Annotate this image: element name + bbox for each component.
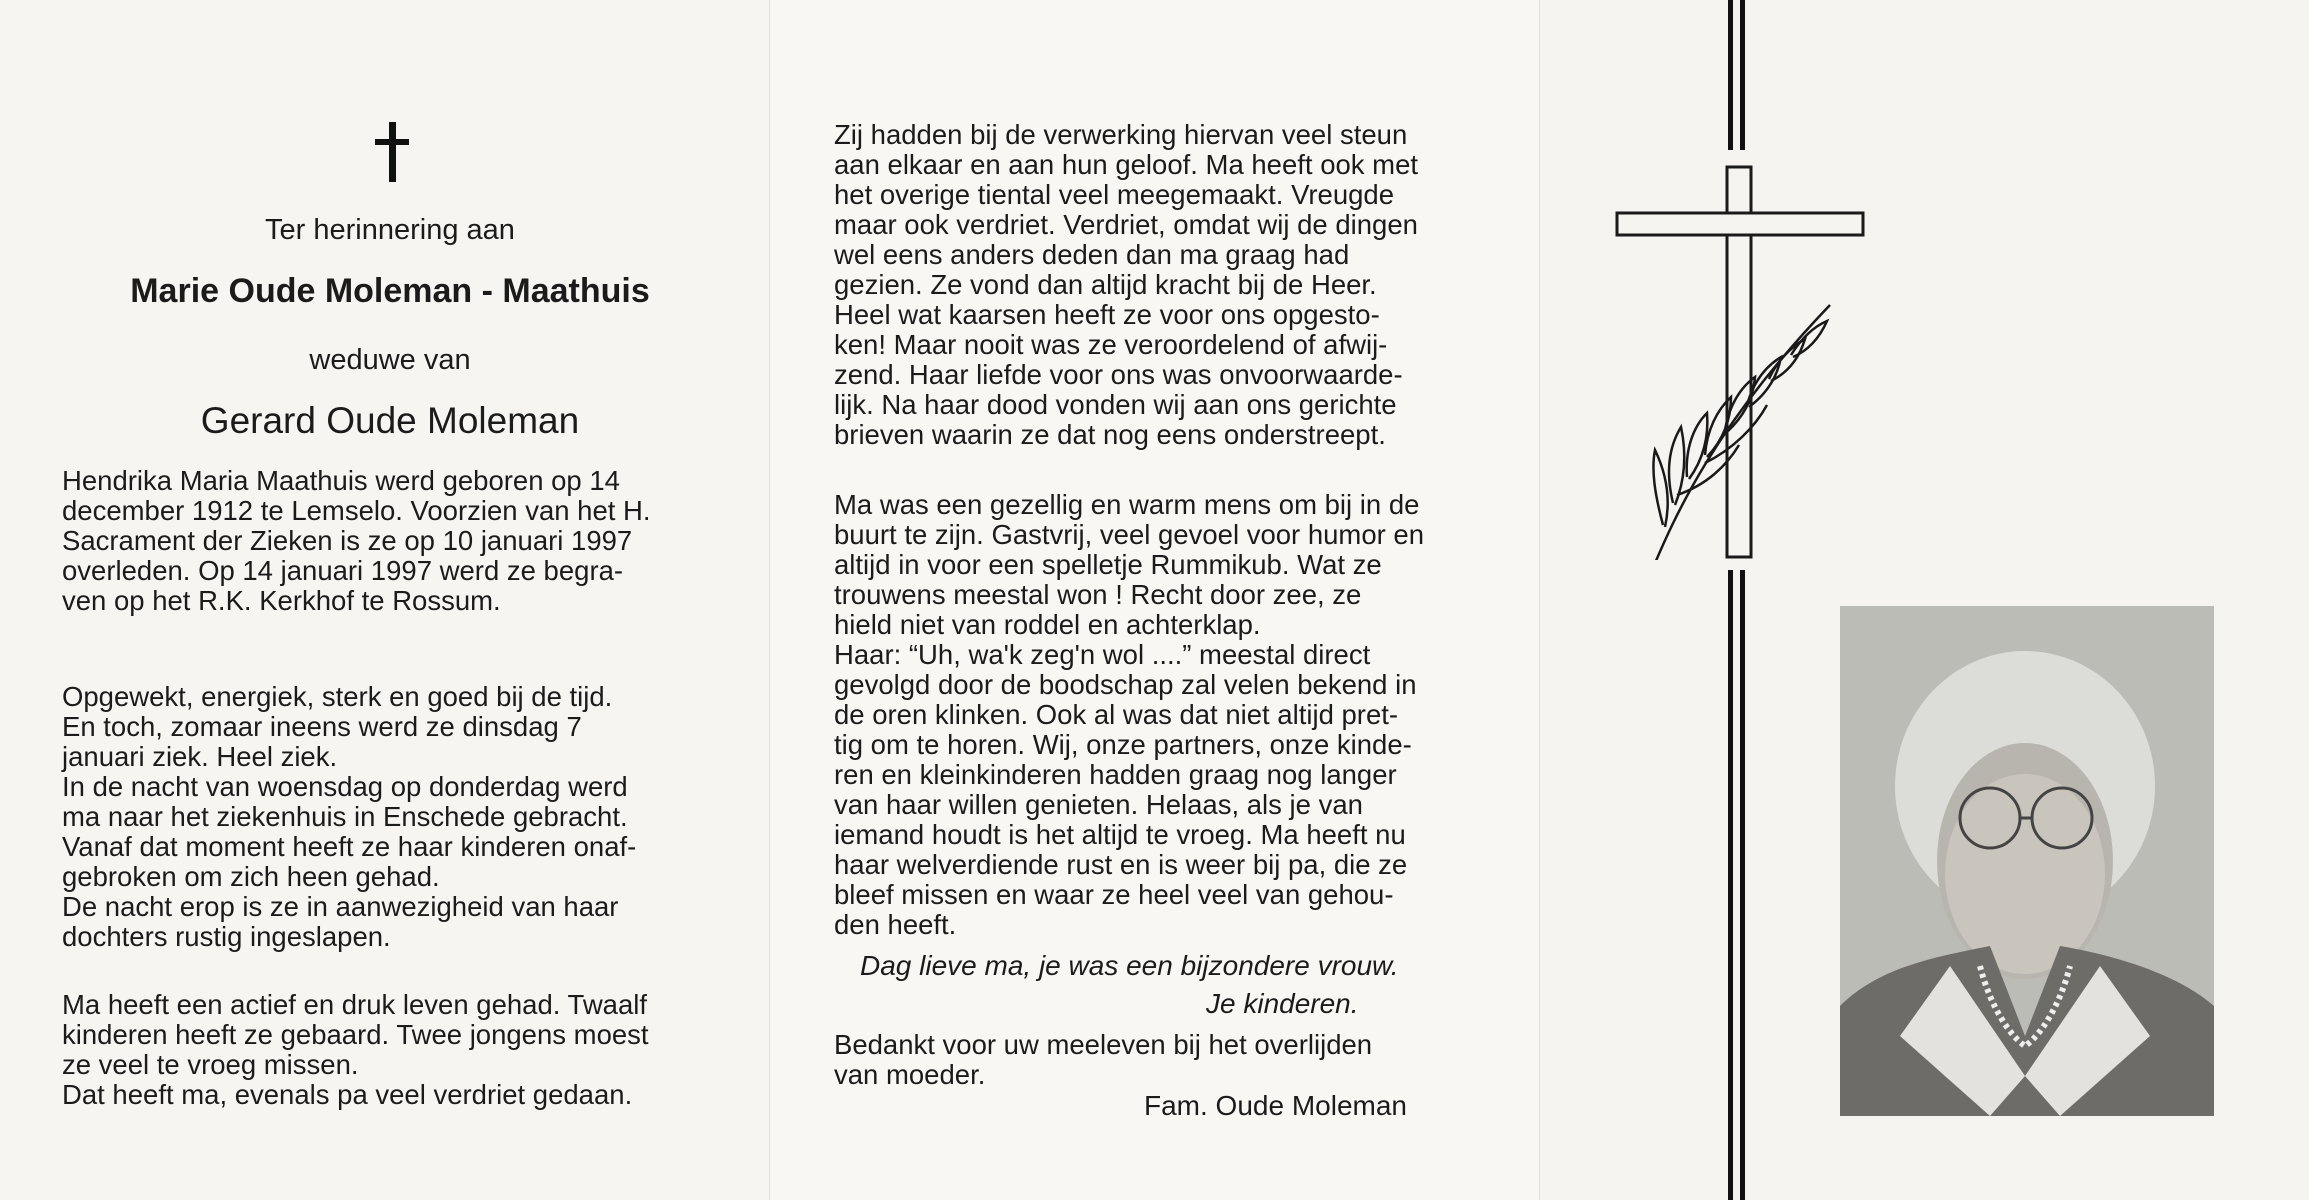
text-line: buurt te zijn. Gastvrij, veel gevoel voor humor en [834,519,1425,550]
support-paragraph [834,120,1489,450]
life-paragraph [62,990,717,1110]
deceased-name: Marie Oude Moleman - Maathuis [130,272,650,310]
text-line: De nacht erop is ze in aanwezigheid van haar [62,891,619,922]
border-bar [1728,570,1733,1200]
farewell-line: Dag lieve ma, je was een bijzondere vrouw. [860,950,1399,981]
text-line: haar welverdiende rust en is weer bij pa, die ze [834,849,1408,880]
text-line: dochters rustig ingeslapen. [62,921,391,952]
text-line: Ma was een gezellig en warm mens om bij in de [834,489,1420,520]
text-line: gevolgd door de boodschap zal velen bekend in [834,669,1417,700]
text-line: gebroken om zich heen gehad. [62,861,440,892]
cross-icon [375,122,409,182]
cross-with-palm-icon [1615,165,1865,560]
text-line: van haar willen genieten. Helaas, als je van [834,789,1363,820]
text-line: hield niet van roddel en achterklap. [834,609,1261,640]
text-line: de oren klinken. Ook al was dat niet altijd pret- [834,699,1399,730]
text-line: Ma heeft een actief en druk leven gehad. Twaalf [62,989,648,1020]
text-line: En toch, zomaar ineens werd ze dinsdag 7 [62,711,582,742]
text-line: trouwens meestal won ! Recht door zee, ze [834,579,1362,610]
intro-line: Ter herinnering aan [265,214,515,246]
text-line: Sacrament der Zieken is ze op 10 januari 1997 [62,525,633,556]
text-line: december 1912 te Lemselo. Voorzien van het H. [62,495,651,526]
text-line: Opgewekt, energiek, sterk en goed bij de tijd. [62,681,613,712]
text-line: Haar: “Uh, wa'k zeg'n wol ....” meestal direct [834,639,1371,670]
text-line: brieven waarin ze dat nog eens onderstreept. [834,419,1386,450]
text-line: aan elkaar en aan hun geloof. Ma heeft ook met [834,149,1419,180]
text-line: In de nacht van woensdag op donderdag werd [62,771,628,802]
text-line: kinderen heeft ze gebaard. Twee jongens moest [62,1019,649,1050]
text-line: Heel wat kaarsen heeft ze voor ons opgesto- [834,299,1380,330]
text-line: altijd in voor een spelletje Rummikub. Wat ze [834,549,1382,580]
character-paragraph [834,490,1489,940]
text-line: Zij hadden bij de verwerking hiervan veel steun [834,119,1408,150]
text-line: ken! Maar nooit was ze veroordelend of afwij- [834,329,1388,360]
text-line: van moeder. [834,1059,986,1090]
text-line: Dat heeft ma, evenals pa veel verdriet gedaan. [62,1079,633,1110]
farewell-signature: Je kinderen. [1206,988,1359,1019]
text-line: Bedankt voor uw meeleven bij het overlijden [834,1029,1373,1060]
text-line: lijk. Na haar dood vonden wij aan ons gerichte [834,389,1397,420]
border-bar [1740,0,1745,150]
biography-paragraph [62,466,717,616]
text-line: iemand houdt is het altijd te vroeg. Ma heeft nu [834,819,1406,850]
text-line: den heeft. [834,909,957,940]
text-line: wel eens anders deden dan ma graag had [834,239,1350,270]
text-line: ven op het R.K. Kerkhof te Rossum. [62,585,501,616]
illness-paragraph [62,682,717,952]
text-line: januari ziek. Heel ziek. [62,741,338,772]
border-bar [1728,0,1733,150]
husband-name: Gerard Oude Moleman [200,400,580,441]
text-line: ma naar het ziekenhuis in Enschede gebracht. [62,801,628,832]
text-line: overleden. Op 14 januari 1997 werd ze begra- [62,555,624,586]
text-line: het overige tiental veel meegemaakt. Vreugde [834,179,1395,210]
portrait-photo [1840,606,2214,1116]
thanks-paragraph [834,1030,1489,1090]
text-line: Vanaf dat moment heeft ze haar kinderen onaf- [62,831,637,862]
border-bar [1740,570,1745,1200]
text-line: gezien. Ze vond dan altijd kracht bij de Heer. [834,269,1377,300]
family-signature: Fam. Oude Moleman [1144,1090,1407,1121]
text-line: ren en kleinkinderen hadden graag nog langer [834,759,1397,790]
widow-of-line: weduwe van [309,344,471,376]
text-line: bleef missen en waar ze heel veel van gehou- [834,879,1394,910]
left-panel [0,0,770,1200]
text-line: zend. Haar liefde voor ons was onvoorwaarde- [834,359,1403,390]
text-line: ze veel te vroeg missen. [62,1049,359,1080]
text-line: maar ook verdriet. Verdriet, omdat wij de dingen [834,209,1418,240]
text-line: Hendrika Maria Maathuis werd geboren op 14 [62,465,620,496]
text-line: tig om te horen. Wij, onze partners, onze kinde- [834,729,1412,760]
